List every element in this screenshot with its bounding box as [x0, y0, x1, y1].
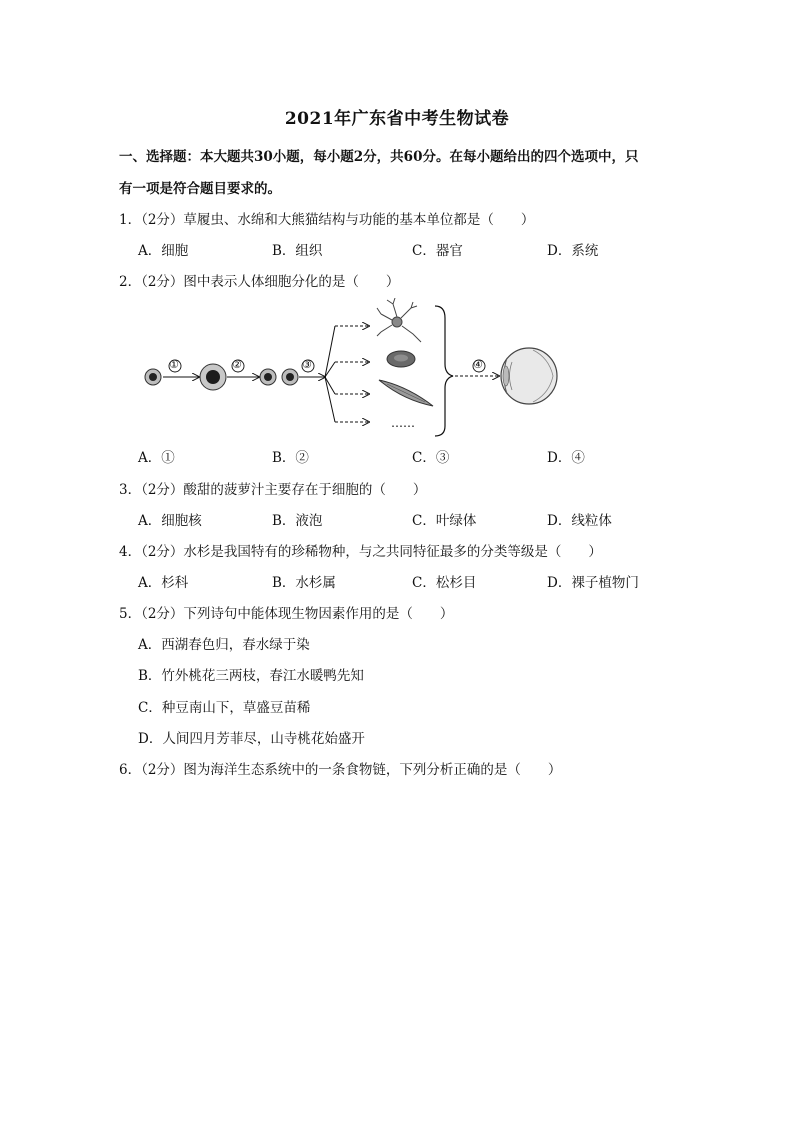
question-2-option-c: C．③ — [412, 450, 450, 466]
question-5-option-b: B．竹外桃花三两枝，春江水暖鸭先知 — [138, 668, 364, 684]
question-1-option-a: A．细胞 — [138, 243, 189, 259]
figure-ellipsis: …… — [391, 416, 415, 430]
cell-icon — [282, 369, 298, 385]
question-2-stem: 2．（2分）图中表示人体细胞分化的是（ ） — [119, 274, 400, 290]
page-title: 2021年广东省中考生物试卷 — [284, 109, 510, 129]
question-5-stem: 5．（2分）下列诗句中能体现生物因素作用的是（ ） — [119, 606, 454, 622]
question-3-option-b: B．液泡 — [272, 513, 323, 529]
question-4-option-d: D．裸子植物门 — [547, 575, 639, 591]
muscle-cell-icon — [379, 380, 433, 406]
cell-icon — [145, 369, 161, 385]
question-5-option-c: C．种豆南山下，草盛豆苗稀 — [138, 700, 311, 716]
question-4-option-c: C．松杉目 — [412, 575, 477, 591]
question-2-option-a: A．① — [138, 450, 175, 466]
section-heading-line2: 有一项是符合题目要求的。 — [119, 181, 281, 197]
figure-step-1: ① — [169, 358, 179, 371]
question-2-option-d: D．④ — [547, 450, 585, 466]
question-3-option-a: A．细胞核 — [138, 513, 202, 529]
section-heading-line1: 一、选择题：本大题共30小题，每小题2分，共60分。在每小题给出的四个选项中，只 — [119, 149, 639, 165]
question-3-option-c: C．叶绿体 — [412, 513, 477, 529]
question-3-stem: 3．（2分）酸甜的菠萝汁主要存在于细胞的（ ） — [119, 482, 427, 498]
figure-step-4: ④ — [473, 358, 483, 371]
question-4-stem: 4．（2分）水杉是我国特有的珍稀物种，与之共同特征最多的分类等级是（ ） — [119, 544, 602, 560]
cell-icon — [200, 364, 226, 390]
figure-step-3: ③ — [302, 358, 312, 371]
question-1-stem: 1．（2分）草履虫、水绵和大熊猫结构与功能的基本单位都是（ ） — [119, 212, 535, 228]
question-1-option-c: C．器官 — [412, 243, 463, 259]
question-1-option-d: D．系统 — [547, 243, 599, 259]
question-4-option-b: B．水杉属 — [272, 575, 336, 591]
question-2-option-b: B．② — [272, 450, 309, 466]
eyeball-icon — [501, 348, 557, 404]
question-5-option-d: D．人间四月芳菲尽，山寺桃花始盛开 — [138, 731, 365, 747]
cell-icon — [260, 369, 276, 385]
question-5-option-a: A．西湖春色归，春水绿于染 — [138, 637, 310, 653]
neuron-icon — [377, 298, 421, 342]
question-4-option-a: A．杉科 — [138, 575, 189, 591]
red-blood-cell-icon — [387, 351, 415, 367]
question-3-option-d: D．线粒体 — [547, 513, 612, 529]
question-1-option-b: B．组织 — [272, 243, 323, 259]
grouping-brace — [435, 306, 453, 436]
cell-differentiation-figure — [135, 298, 575, 438]
figure-step-2: ② — [232, 358, 242, 371]
question-6-stem: 6．（2分）图为海洋生态系统中的一条食物链，下列分析正确的是（ ） — [119, 762, 562, 778]
